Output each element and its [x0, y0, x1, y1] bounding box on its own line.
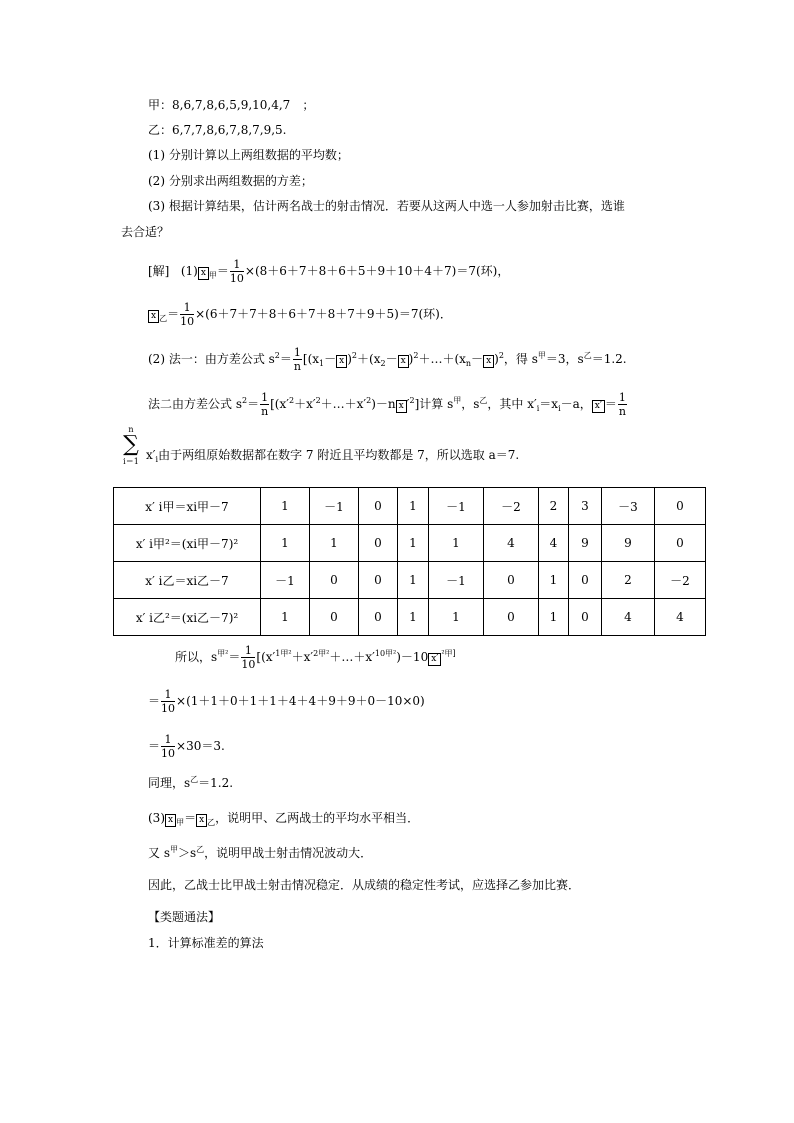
list-item: 1．计算标准差的算法: [148, 936, 264, 950]
question-1: (1) 分别计算以上两组数据的平均数；: [148, 148, 349, 162]
table-row: x′ i甲＝xi甲－7 1 －1 0 1 －1 －2 2 3 －3 0: [114, 488, 706, 525]
xprime-box: x′: [592, 400, 605, 413]
question-3-line-2: 去合适？: [121, 225, 170, 239]
mean-yi-expression: ×(6＋7＋7＋8＋6＋7＋8＋7＋9＋5)＝7(环)．: [195, 307, 452, 321]
table-row: x′ i乙＝xi乙－7 －1 0 0 1 －1 0 1 0 2 －2: [114, 562, 706, 599]
solution-tag: [解]: [148, 264, 170, 278]
variance-calc-line-2: ＝ $\frac{1}{10}$ ×(1＋1＋0＋1＋1＋4＋4＋9＋9＋0－10×0): [148, 688, 425, 715]
variance-calc-line-1: 所以，$s^{甲^2}=$ $\frac{1}{10}$ [$(x'^{1甲^2}+x'^{2甲^2}+\dots+x'^{10甲^2})-10$ $x'^{^2甲]}$: [175, 644, 456, 671]
table-row: x′ i甲²＝(xi甲－7)² 1 1 0 1 1 4 4 9 9 0: [114, 525, 706, 562]
xbar-placeholder-jia: x: [198, 267, 209, 280]
data-line-jia: 甲：8,6,7,8,6,5,9,10,4,7 ；: [148, 98, 315, 112]
conclusion-3: 因此，乙战士比甲战士射击情况稳定．从成绩的稳定性考试，应选择乙参加比赛．: [148, 878, 581, 892]
variance-calc-line-3: ＝ $\frac{1}{10}$ ×30＝3.: [148, 733, 225, 760]
question-3-line-1: (3) 根据计算结果，估计两名战士的射击情况．若要从这两人中选一人参加射击比赛，选谁: [148, 199, 625, 213]
question-2: (2) 分别求出两组数据的方差；: [148, 174, 313, 188]
summation-continuation: $x'_i$由于两组原始数据都在数字 7 附近且平均数都是 7，所以选取 a＝7.: [146, 448, 520, 464]
xbar-placeholder-yi: x: [148, 310, 159, 323]
table-row: x′ i乙²＝(xi乙－7)² 1 0 0 1 1 0 1 0 4 4: [114, 599, 706, 636]
data-line-yi: 乙：6,7,7,8,6,7,8,7,9,5.: [148, 123, 287, 137]
mean-jia-expression: ×(8＋6＋7＋8＋6＋5＋9＋10＋4＋7)＝7(环)，: [244, 264, 510, 278]
conclusion-1: (3) x $_甲$＝ x $_乙$，说明甲、乙两战士的平均水平相当．: [148, 811, 420, 827]
similarly-line: 同理，$s^乙=1.2$.: [148, 775, 234, 790]
mean-jia-line: [解] (1) x $_甲$＝ $\frac{1}{10}$ ×(8＋6＋7＋8＋6＋5＋9＋10＋4＋7)＝7(环)，: [148, 258, 510, 285]
method-two-line: 法二由方差公式 $s^2=$ $\frac{1}{n}$ [$(x'^2+x'^2+\dots+x'^2)-n$ x $'^2$]计算 $s^甲$，$s^乙$，其中 $x'_i=x_i-a$， x′ ＝ $\frac{1}{n}$: [148, 391, 626, 418]
section-heading: 【类题通法】: [148, 910, 221, 924]
mean-yi-line: x $_乙$＝ $\frac{1}{10}$ ×(6＋7＋7＋8＋6＋7＋8＋7＋9＋5)＝7(环)．: [148, 301, 452, 328]
method-one-line: (2) 法一：由方差公式 $s^2=$ $\frac{1}{n}$ [($x_1- x$ )$^2+(x_2- x$ )$^2+\dots+(x_n- x$ )$^2$，得 $s^甲=3$，$s^乙=1.2$.: [148, 346, 627, 373]
deviation-table: [113, 487, 706, 636]
fraction-1-10: $\frac{1}{10}$: [229, 258, 244, 285]
summation-symbol: n ∑ i＝1: [123, 425, 139, 466]
conclusion-2: 又 $s^甲>s^乙$，说明甲战士射击情况波动大．: [148, 845, 373, 860]
